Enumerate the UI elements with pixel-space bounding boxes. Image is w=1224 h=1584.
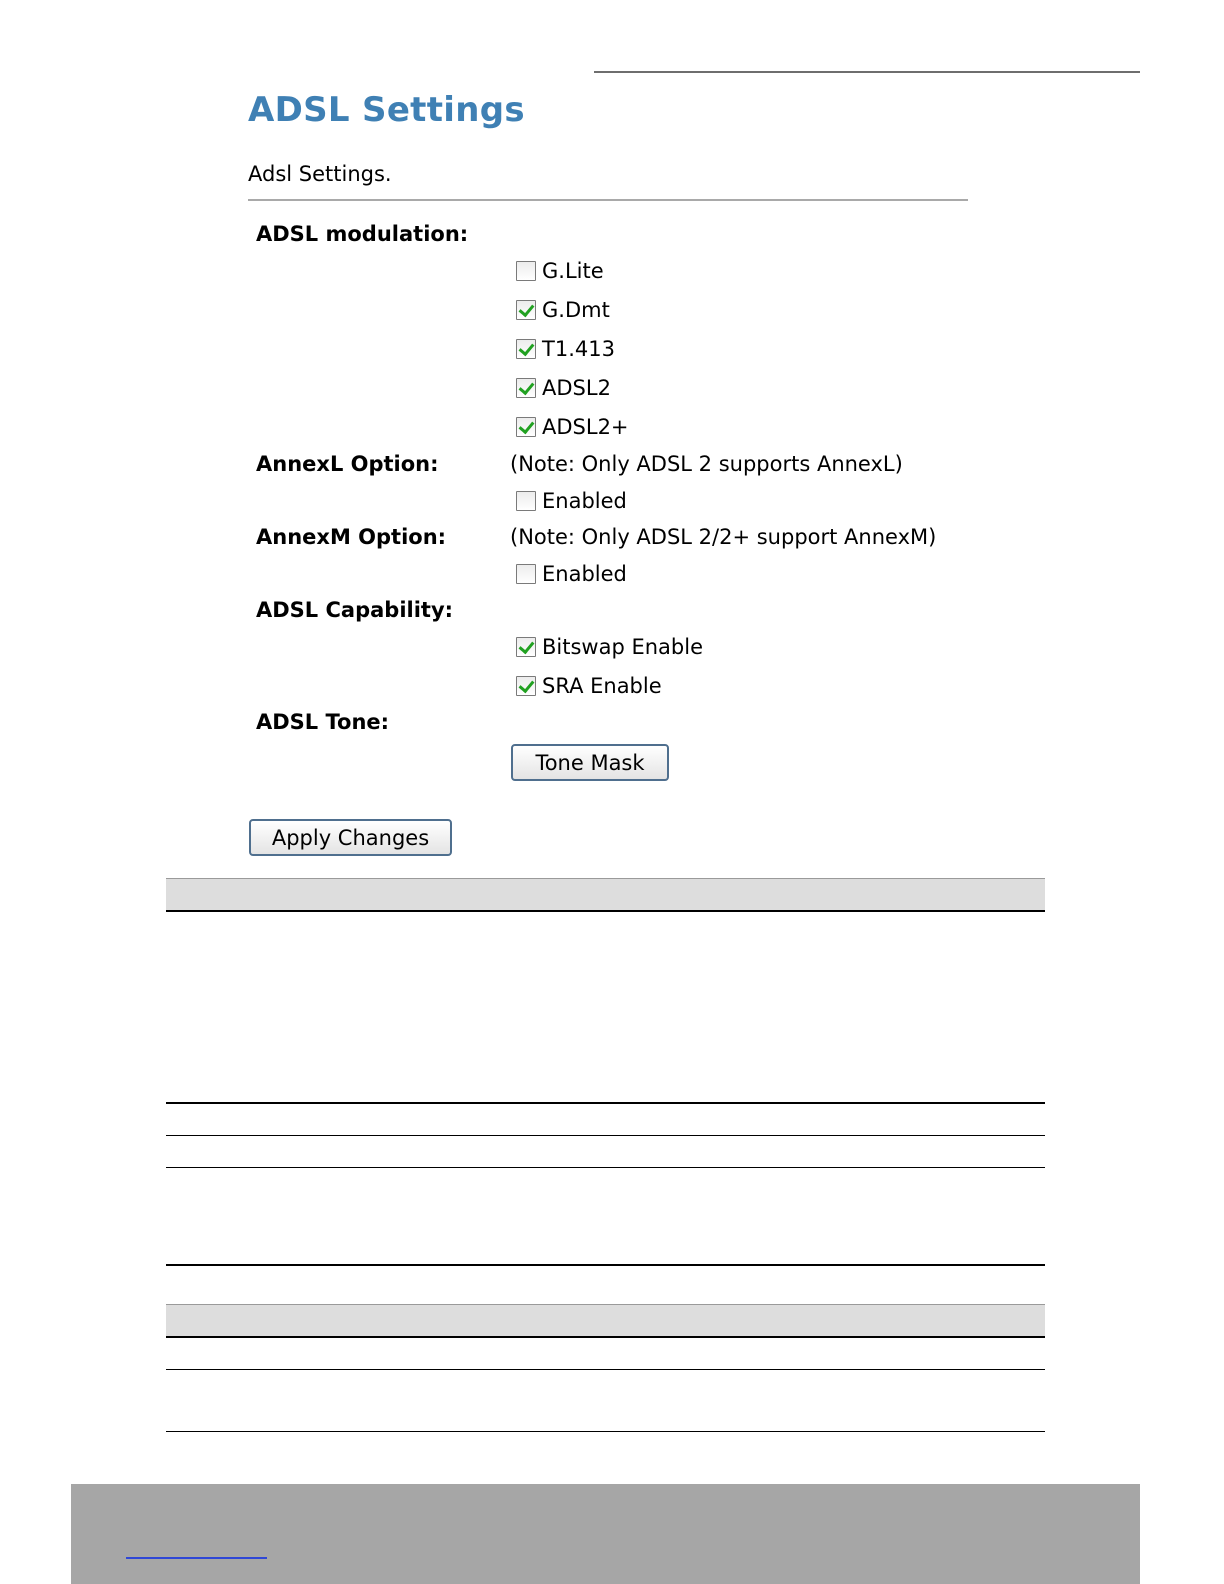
option-label: G.Lite [542, 259, 604, 283]
capability-label: ADSL Capability: [256, 598, 454, 622]
option-label: ADSL2+ [542, 415, 629, 439]
apply-changes-button[interactable]: Apply Changes [249, 819, 452, 856]
annexl-note: (Note: Only ADSL 2 supports AnnexL) [510, 452, 903, 476]
tone-mask-button[interactable]: Tone Mask [511, 744, 669, 781]
option-label: ADSL2 [542, 376, 611, 400]
capability-option-bitswap[interactable] [516, 634, 703, 660]
modulation-option-glite[interactable] [516, 258, 604, 284]
table-rule [166, 1167, 1045, 1168]
modulation-label: ADSL modulation: [256, 222, 469, 246]
page-title: ADSL Settings [248, 90, 525, 130]
annexl-enabled[interactable] [516, 488, 627, 514]
table-rule [166, 1431, 1045, 1432]
modulation-option-adsl2[interactable] [516, 375, 611, 401]
title-divider [248, 199, 968, 201]
annexm-note: (Note: Only ADSL 2/2+ support AnnexM) [510, 525, 937, 549]
option-label: T1.413 [542, 337, 615, 361]
checkbox-unchecked-icon[interactable] [516, 564, 536, 584]
option-label: Enabled [542, 489, 627, 513]
annexl-label: AnnexL Option: [256, 452, 439, 476]
checkbox-unchecked-icon[interactable] [516, 491, 536, 511]
checkbox-checked-icon[interactable] [516, 676, 536, 696]
checkbox-checked-icon[interactable] [516, 637, 536, 657]
table-header-row [166, 1304, 1045, 1337]
header-rule [594, 71, 1140, 73]
modulation-option-adsl2plus[interactable] [516, 414, 629, 440]
option-label: Enabled [542, 562, 627, 586]
table-rule [166, 1102, 1045, 1104]
checkbox-checked-icon[interactable] [516, 300, 536, 320]
modulation-option-gdmt[interactable] [516, 297, 610, 323]
checkbox-unchecked-icon[interactable] [516, 261, 536, 281]
footer-band [71, 1484, 1140, 1584]
footer-link-underline[interactable] [126, 1557, 267, 1559]
capability-option-sra[interactable] [516, 673, 662, 699]
page-subtitle: Adsl Settings. [248, 162, 392, 186]
table-rule [166, 1135, 1045, 1136]
modulation-option-t1413[interactable] [516, 336, 615, 362]
annexm-enabled[interactable] [516, 561, 627, 587]
option-label: SRA Enable [542, 674, 662, 698]
table-rule [166, 910, 1045, 912]
checkbox-checked-icon[interactable] [516, 339, 536, 359]
table-header-row [166, 878, 1045, 912]
tone-label: ADSL Tone: [256, 710, 390, 734]
table-rule [166, 1264, 1045, 1266]
annexm-label: AnnexM Option: [256, 525, 447, 549]
option-label: Bitswap Enable [542, 635, 703, 659]
option-label: G.Dmt [542, 298, 610, 322]
checkbox-checked-icon[interactable] [516, 417, 536, 437]
table-rule [166, 1369, 1045, 1370]
table-rule [166, 1336, 1045, 1338]
checkbox-checked-icon[interactable] [516, 378, 536, 398]
